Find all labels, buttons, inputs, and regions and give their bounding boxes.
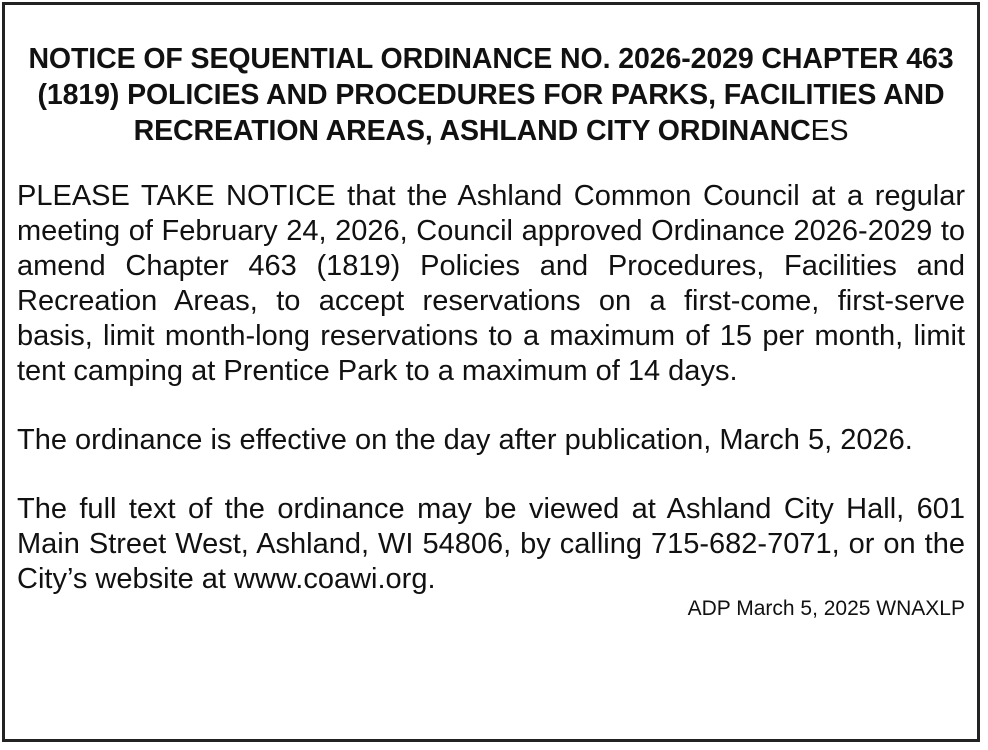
notice-paragraph-effective-date: The ordinance is effective on the day after publication, March 5, 2026. <box>17 424 913 456</box>
notice-paragraph-full-text: The full text of the ordinance may be viewed at Ashland City Hall, 601 Main Street West, Ashland, WI 54806, by calling 715-682-7071, or on the City’s website at www.coawi.org. <box>17 493 965 595</box>
headline-main-text: NOTICE OF SEQUENTIAL ORDINANCE NO. 2026-2029 CHAPTER 463 (1819) POLICIES AND PROCEDURES FOR PARKS, FACILITIES AND RECREATION AREAS, ASHLAND CITY ORDINANC <box>28 43 954 147</box>
notice-headline <box>23 41 959 149</box>
notice-paragraph-intro: PLEASE TAKE NOTICE that the Ashland Common Council at a regular meeting of February 24, 2026, Council approved Ordinance 2026-2029 to amend Chapter 463 (1819) Policies and Procedures, Facilities and Recreation Areas, to accept reservations on a first-come, first-serve basis, limit month-long reservations to a maximum of 15 per month, limit tent camping at Prentice Park to a maximum of 14 days. <box>17 180 965 387</box>
legal-notice <box>2 2 980 742</box>
headline-tail-text: ES <box>810 115 849 147</box>
publication-footer: ADP March 5, 2025 WNAXLP <box>687 597 965 620</box>
